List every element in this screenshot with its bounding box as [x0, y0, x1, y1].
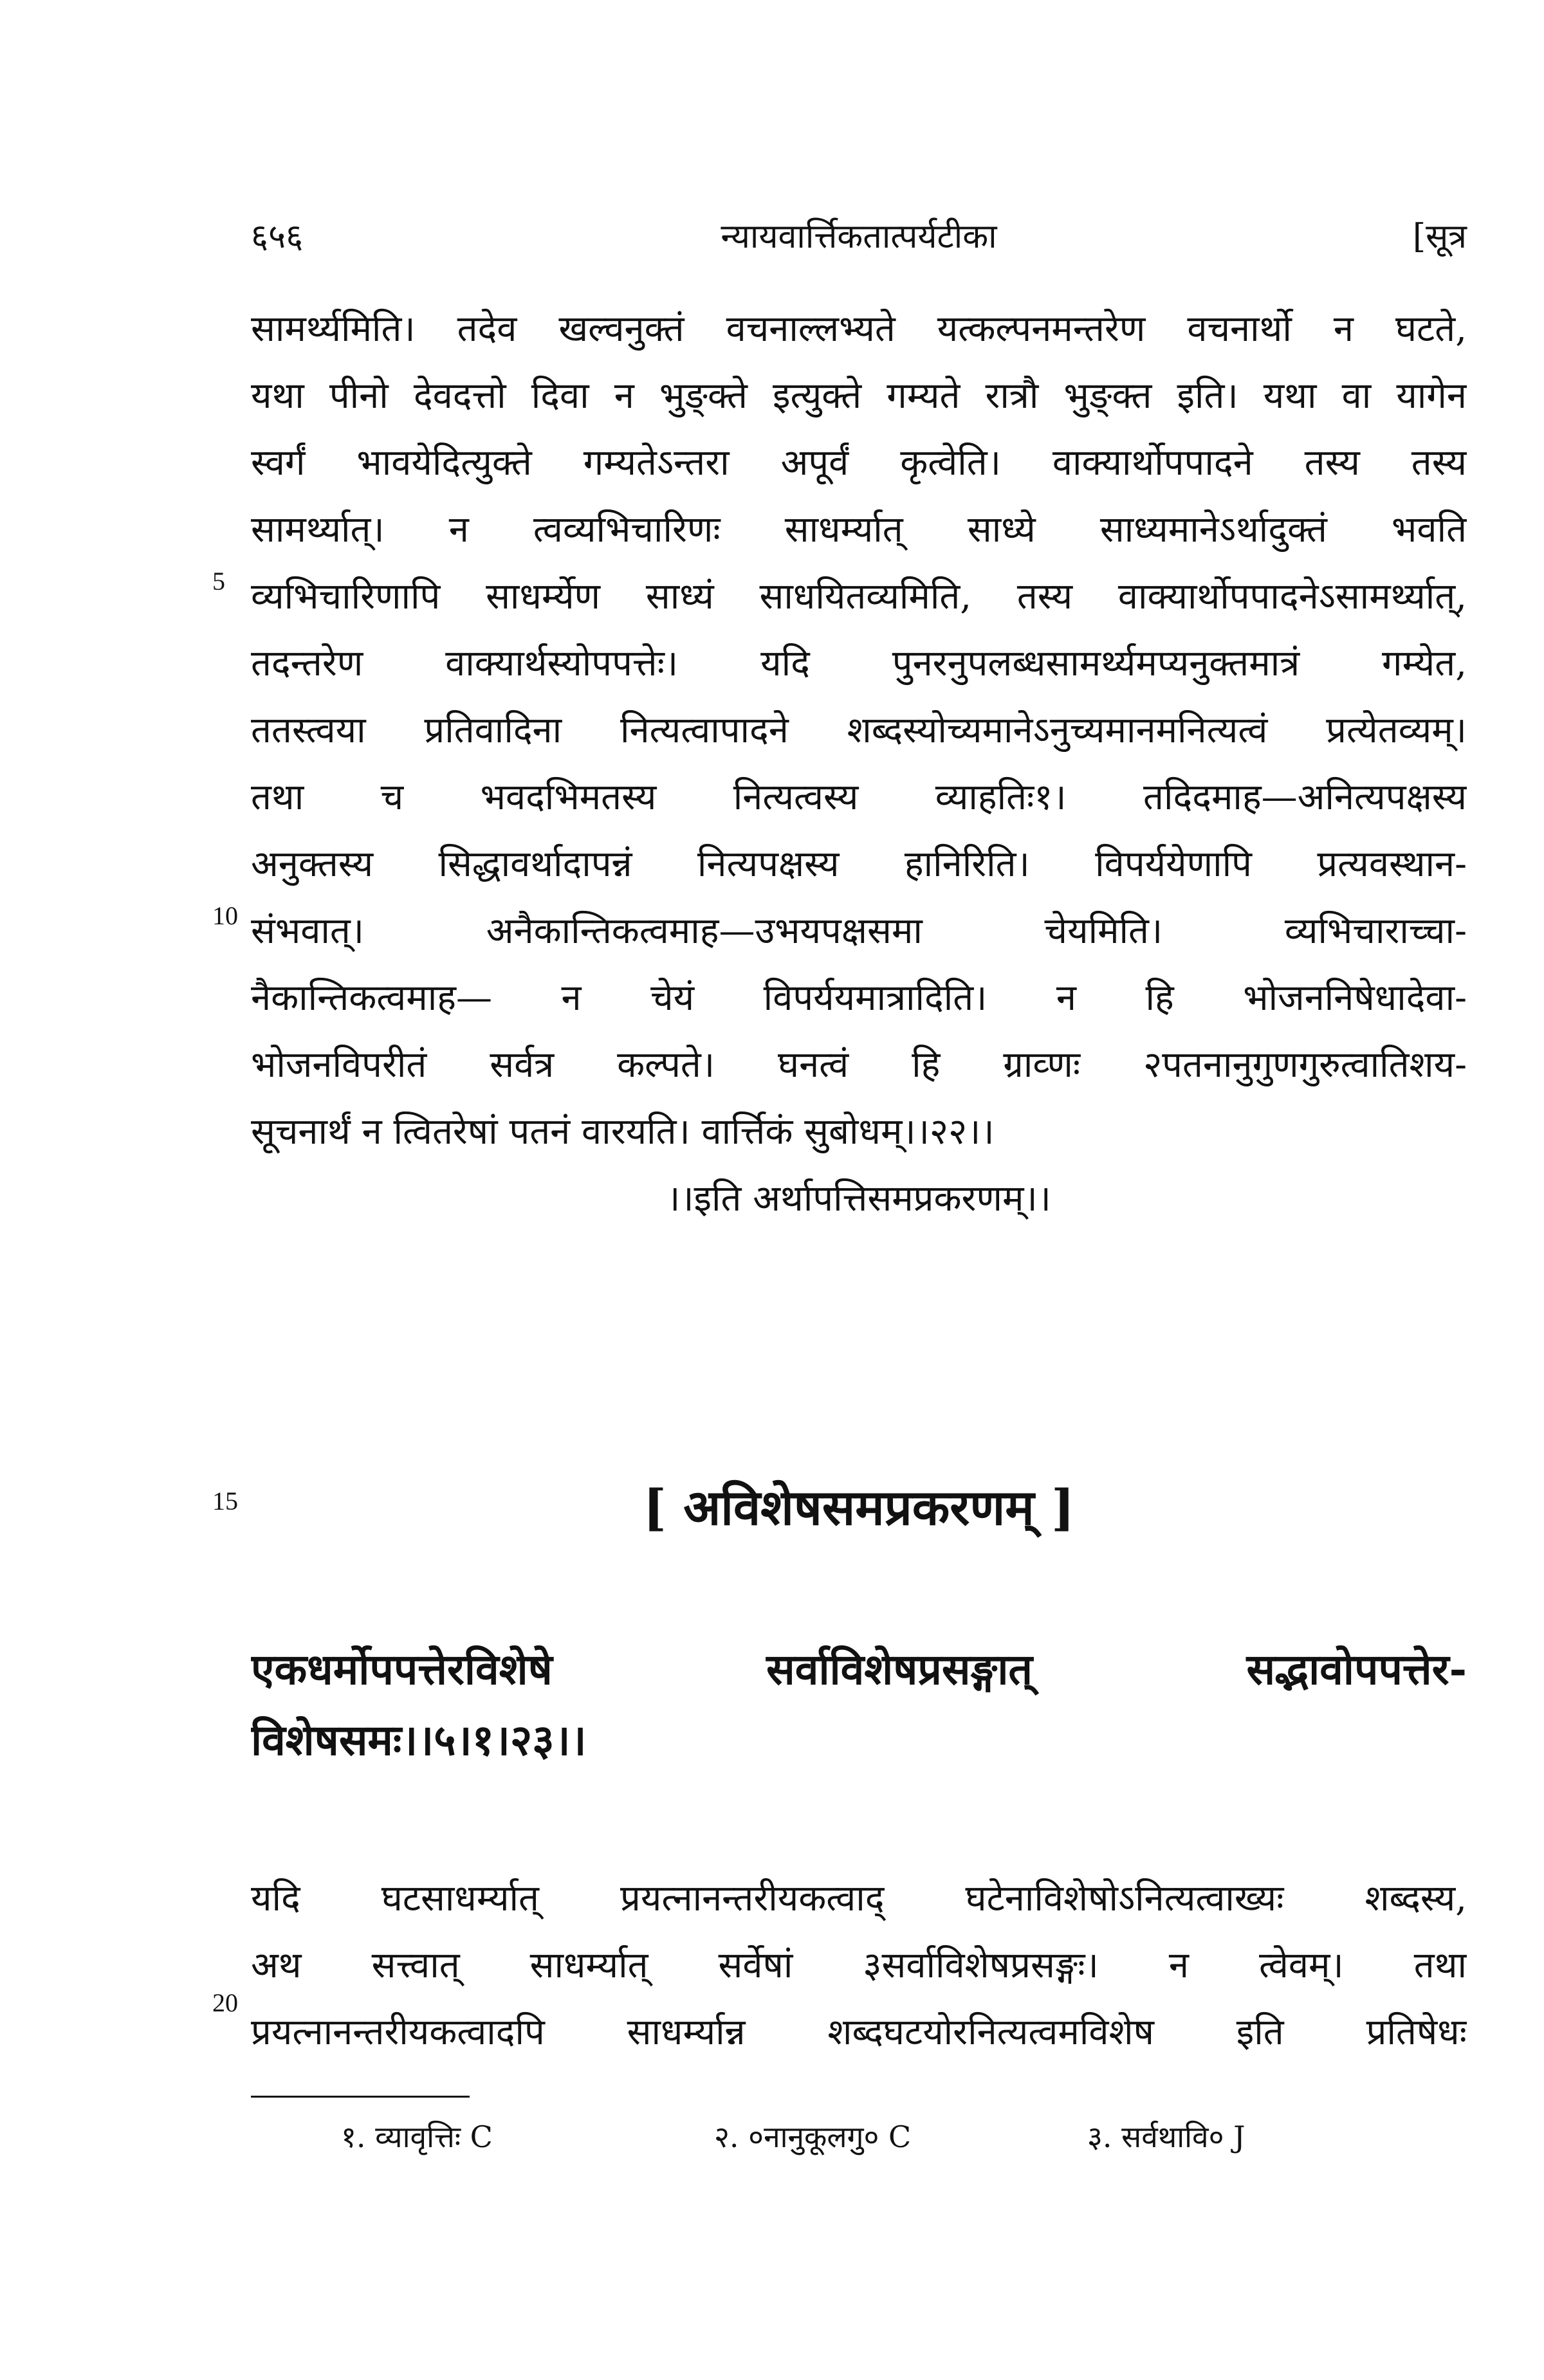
colophon: ।।इति अर्थापत्तिसमप्रकरणम्।। — [666, 1178, 1051, 1220]
footnote: ३. सर्वथावि० J — [1087, 2119, 1245, 2154]
section-heading: [ अविशेषसमप्रकरणम् ] — [643, 1479, 1075, 1536]
footnote: २. ०नानुकूलगु० C — [714, 2119, 912, 2154]
text-line: यदि घटसाधर्म्यात् प्रयत्नानन्तरीयकत्वाद् घटेनाविशेषोऽनित्यत्वाख्यः शब्दस्य, — [251, 1878, 1467, 1919]
text-line: तदन्तरेण वाक्यार्थस्योपपत्तेः। यदि पुनरनुपलब्धसामर्थ्यमप्यनुक्तमात्रं गम्येत, — [251, 643, 1467, 684]
text-line: सामर्थ्यमिति। तदेव खल्वनुक्तं वचनाल्लभ्यते यत्कल्पनमन्तरेण वचनार्थो न घटते, — [251, 308, 1467, 350]
text-line: नैकान्तिकत्वमाह— न चेयं विपर्ययमात्रादिति। न हि भोजननिषेधादेवा- — [251, 977, 1467, 1019]
text-line: सामर्थ्यात्। न त्वव्यभिचारिणः साधर्म्यात् साध्ये साध्यमानेऽर्थादुक्तं भवति — [251, 509, 1467, 551]
text-line: अथ सत्त्वात् साधर्म्यात् सर्वेषां ३सर्वाविशेषप्रसङ्गः। न त्वेवम्। तथा — [251, 1945, 1467, 1986]
text-line: भोजनविपरीतं सर्वत्र कल्पते। घनत्वं हि ग्राव्णः २पतनानुगुणगुरुत्वातिशय- — [251, 1044, 1467, 1086]
sutra-line: विशेषसमः।।५।१।२३।। — [251, 1715, 587, 1765]
text-line: तथा च भवदभिमतस्य नित्यत्वस्य व्याहतिः१। तदिदमाह—अनित्यपक्षस्य — [251, 776, 1467, 818]
commentary-paragraph-2 — [251, 1865, 1467, 2066]
text-line: प्रयत्नानन्तरीयकत्वादपि साधर्म्यान्न शब्दघटयोरनित्यत्वमविशेष इति प्रतिषेधः — [251, 2011, 1467, 2053]
text-line: स्वर्गं भावयेदित्युक्ते गम्यतेऽन्तरा अपूर्वं कृत्वेति। वाक्यार्थोपपादने तस्य तस्य — [251, 442, 1467, 484]
text-line: यथा पीनो देवदत्तो दिवा न भुङ्क्ते इत्युक्ते गम्यते रात्रौ भुङ्क्त इति। यथा वा यागेन — [251, 375, 1467, 417]
text-line: सूचनार्थं न त्वितरेषां पतनं वारयति। वार्त्तिकं सुबोधम्।।२२।। — [251, 1111, 995, 1153]
text-line: संभवात्। अनैकान्तिकत्वमाह—उभयपक्षसमा चेयमिति। व्यभिचाराच्चा- — [251, 910, 1467, 952]
line-number: 20 — [212, 1988, 238, 2017]
commentary-paragraph-1 — [251, 296, 1467, 1232]
section-marker: [सूत्र — [1412, 217, 1467, 256]
running-title: न्यायवार्त्तिकतात्पर्यटीका — [721, 217, 997, 256]
sutra-line: एकधर्मोपपत्तेरविशेषे सर्वाविशेषप्रसङ्गात् सद्भावोपपत्तेर- — [251, 1644, 1467, 1694]
footnote: १. व्यावृत्तिः C — [341, 2119, 493, 2154]
sutra-block — [251, 1634, 1467, 1775]
text-line: ततस्त्वया प्रतिवादिना नित्यत्वापादने शब्दस्योच्यमानेऽनुच्यमानमनित्यत्वं प्रत्येतव्यम्। — [251, 709, 1467, 751]
line-number: 15 — [212, 1487, 238, 1515]
text-line: अनुक्तस्य सिद्धावर्थादापन्नं नित्यपक्षस्य हानिरिति। विपर्ययेणापि प्रत्यवस्थान- — [251, 843, 1467, 885]
footnote-divider — [251, 2096, 470, 2098]
page-header — [251, 212, 1467, 270]
line-number: 10 — [212, 901, 238, 930]
line-number: 5 — [212, 567, 225, 596]
page-number: ६५६ — [251, 217, 304, 256]
text-line: व्यभिचारिणापि साधर्म्येण साध्यं साधयितव्यमिति, तस्य वाक्यार्थोपपादनेऽसामर्थ्यात्, — [251, 576, 1467, 618]
